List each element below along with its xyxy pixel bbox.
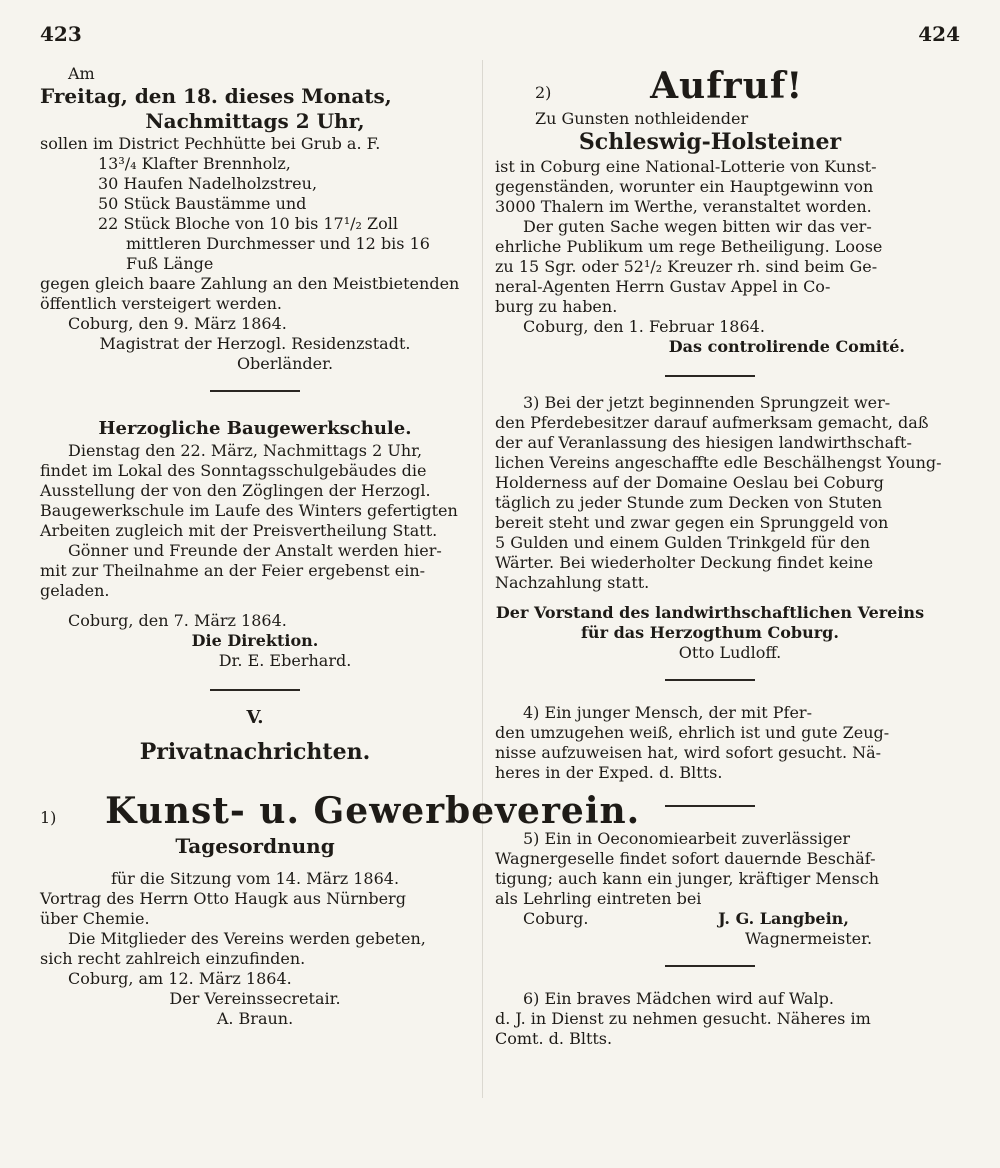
notice-date: Coburg, den 1. Februar 1864. [523, 316, 765, 336]
notice-line: mittleren Durchmesser und 12 bis 16 [126, 234, 430, 253]
notice-line: Die Mitglieder des Vereins werden gebeten, [68, 928, 426, 948]
item-number: 1) [40, 807, 57, 827]
aufruf-notice [495, 64, 925, 357]
notice-line: Comt. d. Bltts. [495, 1028, 613, 1048]
notice-line: 50 Stück Baustämme und [98, 194, 307, 213]
notice-line: 3) Bei der jetzt beginnenden Sprungzeit wer- [523, 392, 891, 412]
separator-rule [665, 679, 755, 681]
notice-line: Arbeiten zugleich mit der Preisvertheilung Statt. [40, 520, 438, 540]
notice-subtitle: Tagesordnung [175, 833, 335, 858]
notice-line: Zu Gunsten nothleidender [535, 109, 749, 128]
notice-signature: Magistrat der Herzogl. Residenzstadt. [99, 334, 411, 353]
notice-line: 5 Gulden und einem Gulden Trinkgeld für den [495, 532, 870, 552]
notice-line: öffentlich versteigert werden. [40, 294, 282, 313]
notice-line: bereit steht und zwar gegen ein Sprunggeld von [495, 512, 889, 532]
notice-line: Fuß Länge [126, 254, 214, 273]
notice-line: mit zur Theilnahme an der Feier ergebenst ein- [40, 560, 426, 580]
notice-line: lichen Vereins angeschaffte edle Beschälhengst Young- [495, 452, 942, 472]
notice-line: 4) Ein junger Mensch, der mit Pfer- [523, 702, 812, 722]
maedchen-notice [495, 989, 925, 1049]
notice-line: 5) Ein in Oeconomiearbeit zuverlässiger [523, 828, 851, 848]
notice-line: geladen. [40, 580, 110, 600]
notice-signature-role: Wagnermeister. [745, 928, 873, 948]
separator-rule [665, 965, 755, 967]
notice-signature: für das Herzogthum Coburg. [581, 622, 839, 642]
notice-line: für die Sitzung vom 14. März 1864. [110, 868, 400, 888]
section-title: Privatnachrichten. [139, 739, 371, 765]
baugewerkschule-notice [40, 418, 470, 671]
notice-line: Nachmittags 2 Uhr, [145, 109, 365, 133]
separator-rule [210, 689, 300, 691]
notice-line: findet im Lokal des Sonntagsschulgebäudes die [40, 460, 427, 480]
notice-line: sich recht zahlreich einzufinden. [40, 948, 306, 968]
notice-line: über Chemie. [40, 908, 150, 928]
notice-line: als Lehrling eintreten bei [495, 888, 702, 908]
item-number: 2) [535, 83, 552, 102]
notice-line: Wagnergeselle findet sofort dauernde Beschäf- [495, 848, 876, 868]
notice-line: d. J. in Dienst zu nehmen gesucht. Näheres im [495, 1008, 871, 1028]
notice-date: Coburg, am 12. März 1864. [68, 968, 292, 988]
notice-heading: Schleswig-Holsteiner [578, 129, 842, 155]
notice-line: Freitag, den 18. dieses Monats, [40, 84, 392, 108]
notice-line: heres in der Exped. d. Bltts. [495, 762, 723, 782]
notice-line: nisse aufzuweisen hat, wird sofort gesucht. Nä- [495, 742, 882, 762]
notice-heading: Herzogliche Baugewerkschule. [98, 418, 412, 439]
sprungzeit-notice [495, 392, 942, 663]
notice-line: zu 15 Sgr. oder 52¹/₂ Kreuzer rh. sind beim Ge- [495, 256, 878, 276]
notice-line: Baugewerkschule im Laufe des Winters gefertigten [40, 500, 458, 520]
notice-signature: Der Vereinssecretair. [169, 988, 341, 1008]
notice-signature: Der Vorstand des landwirthschaftlichen Vereins [495, 602, 925, 622]
notice-line: 30 Haufen Nadelholzstreu, [98, 174, 318, 193]
notice-signature-name: Oberländer. [236, 354, 334, 373]
notice-line: den Pferdebesitzer darauf aufmerksam gemacht, daß [495, 412, 929, 432]
notice-line: ist in Coburg eine National-Lotterie von Kunst- [495, 156, 877, 176]
notice-signature: Die Direktion. [191, 630, 319, 650]
notice-line: 3000 Thalern im Werthe, veranstaltet worden. [495, 196, 872, 216]
notice-signature-name: Otto Ludloff. [678, 642, 782, 662]
notice-line: tigung; auch kann ein junger, kräftiger Mensch [495, 868, 879, 888]
notice-line: sollen im District Pechhütte bei Grub a. F. [40, 134, 381, 153]
notice-line: täglich zu jeder Stunde zum Decken von Stuten [495, 492, 883, 512]
notice-line: gegen gleich baare Zahlung an den Meistbietenden [40, 274, 460, 293]
notice-line: Wärter. Bei wiederholter Deckung findet keine [495, 552, 874, 572]
notice-line: neral-Agenten Herrn Gustav Appel in Co- [495, 276, 831, 296]
notice-place: Coburg. [523, 908, 589, 928]
junger-mensch-notice [495, 703, 925, 783]
notice-line: der auf Veranlassung des hiesigen landwirthschaft- [495, 432, 912, 452]
page-number-right: 424 [918, 22, 960, 46]
notice-line: Dienstag den 22. März, Nachmittags 2 Uhr, [68, 440, 423, 460]
separator-rule [665, 375, 755, 377]
separator-rule [210, 390, 300, 392]
notice-line: 6) Ein braves Mädchen wird auf Walp. [523, 988, 834, 1008]
notice-title: Kunst- u. Gewerbeverein. [105, 789, 641, 832]
notice-date: Coburg, den 9. März 1864. [68, 314, 287, 333]
notice-line: Vortrag des Herrn Otto Haugk aus Nürnberg [40, 888, 406, 908]
page-number-left: 423 [40, 22, 82, 46]
notice-line: Ausstellung der von den Zöglingen der Herzogl. [40, 480, 431, 500]
notice-signature: Das controlirende Comité. [668, 336, 905, 356]
notice-signature-name: J. G. Langbein, [718, 908, 849, 928]
auction-notice [40, 64, 470, 374]
section-roman: V. [246, 706, 264, 728]
notice-date: Coburg, den 7. März 1864. [68, 610, 287, 630]
notice-line: den umzugehen weiß, ehrlich ist und gute Zeug- [495, 722, 890, 742]
right-column [495, 64, 942, 1049]
notice-title: Aufruf! [650, 65, 804, 107]
notice-line: Gönner und Freunde der Anstalt werden hier- [68, 540, 442, 560]
notice-signature-name: A. Braun. [216, 1008, 294, 1028]
column-divider [482, 60, 483, 1098]
wagnergeselle-notice [495, 829, 925, 949]
notice-line: burg zu haben. [495, 296, 618, 316]
notice-line: Der guten Sache wegen bitten wir das ver- [523, 216, 872, 236]
notice-signature-name: Dr. E. Eberhard. [218, 650, 352, 670]
notice-line: Holderness auf der Domaine Oeslau bei Coburg [495, 472, 884, 492]
notice-line: Nachzahlung statt. [495, 572, 650, 592]
notice-line: 13³/₄ Klafter Brennholz, [98, 154, 291, 173]
notice-line: gegenständen, worunter ein Hauptgewinn von [495, 176, 874, 196]
notice-line: 22 Stück Bloche von 10 bis 17¹/₂ Zoll [98, 214, 399, 233]
notice-line: Am [68, 64, 95, 83]
separator-rule [665, 805, 755, 807]
notice-line: ehrliche Publikum um rege Betheiligung. Loose [495, 236, 883, 256]
